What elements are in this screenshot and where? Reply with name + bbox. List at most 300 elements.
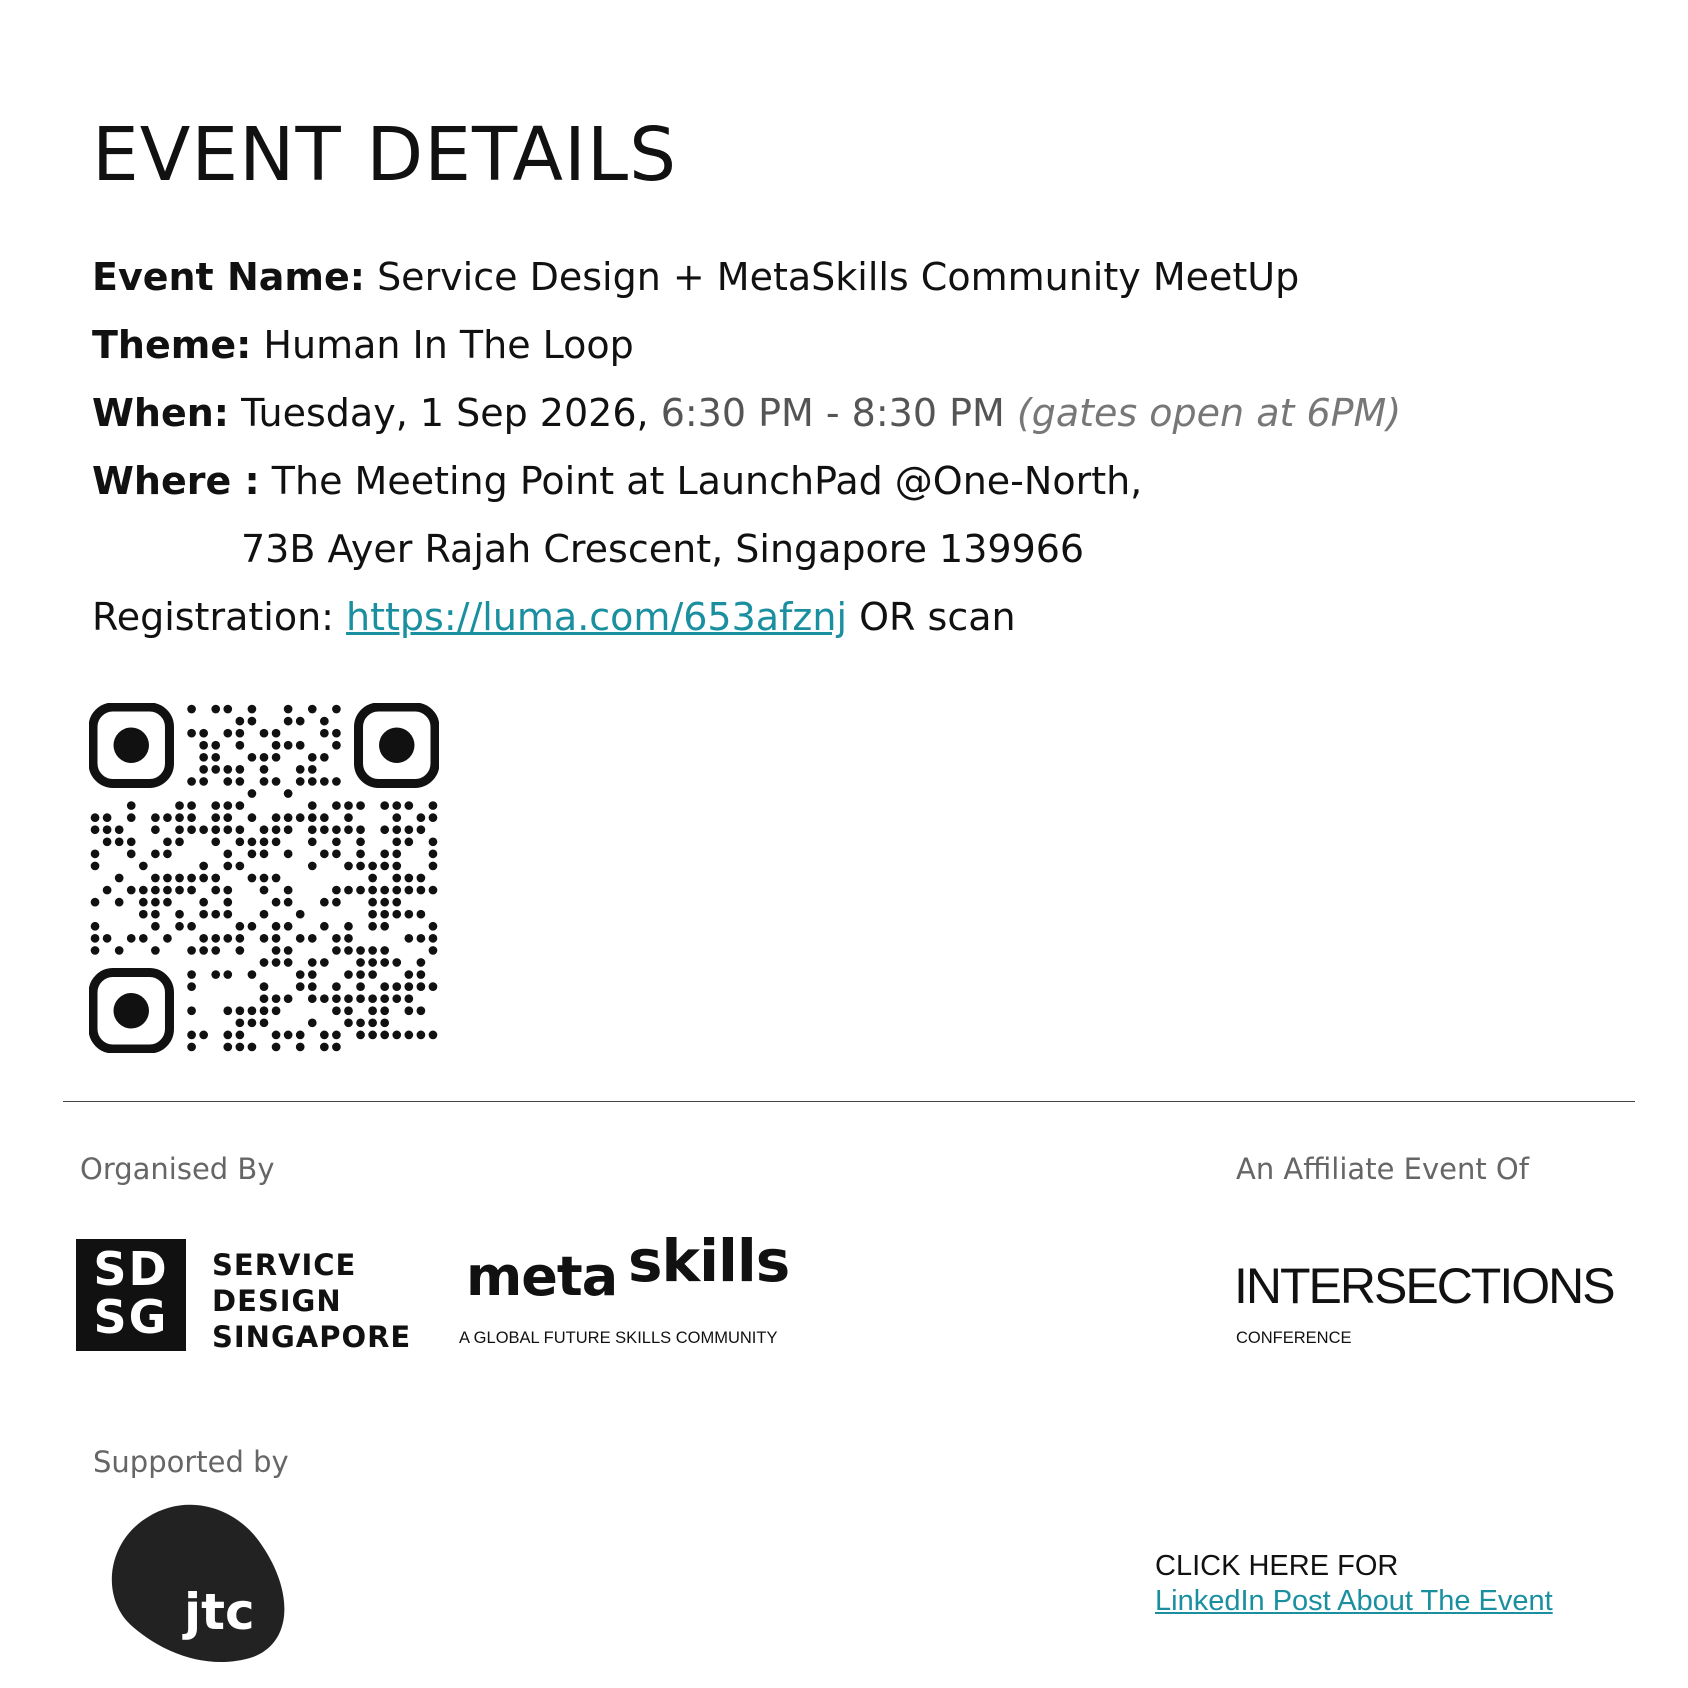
qr-dot (223, 934, 232, 943)
theme-value: Human In The Loop (263, 323, 634, 367)
qr-dot (115, 825, 124, 834)
qr-dot (320, 1031, 329, 1040)
qr-dot (199, 825, 208, 834)
qr-dot (429, 886, 438, 895)
qr-dot (404, 970, 413, 979)
qr-dot (380, 994, 389, 1003)
qr-dot (91, 813, 100, 822)
qr-dot (392, 837, 401, 846)
qr-dot (187, 946, 196, 955)
where-line2: 73B Ayer Rajah Crescent, Singapore 139966 (241, 527, 1085, 571)
qr-dot (344, 813, 353, 822)
qr-dot (163, 813, 172, 822)
qr-dot (332, 801, 341, 810)
qr-dot (308, 825, 317, 834)
qr-dot (151, 850, 160, 859)
qr-dot (344, 1006, 353, 1015)
qr-dot (260, 765, 269, 774)
qr-dot (296, 982, 305, 991)
qr-dot (356, 801, 365, 810)
sdsg-logo-mark (76, 1239, 186, 1351)
qr-dot (163, 837, 172, 846)
qr-dot (417, 982, 426, 991)
qr-dot (368, 898, 377, 907)
qr-dot (260, 994, 269, 1003)
qr-finder-eye-1 (379, 728, 414, 763)
qr-dot (175, 910, 184, 919)
metaskills-logo-meta: meta (466, 1245, 618, 1308)
theme-row (92, 323, 634, 367)
qr-dot (308, 801, 317, 810)
qr-dot (356, 837, 365, 846)
qr-dot (284, 705, 293, 714)
qr-dot (223, 825, 232, 834)
qr-dot (429, 862, 438, 871)
qr-dot (284, 958, 293, 967)
qr-dot (260, 874, 269, 883)
qr-dot (332, 837, 341, 846)
qr-dot (392, 813, 401, 822)
qr-dot (223, 850, 232, 859)
qr-dot (236, 1018, 245, 1027)
qr-dot (404, 934, 413, 943)
qr-dot (429, 1031, 438, 1040)
qr-dot (91, 934, 100, 943)
qr-dot (260, 837, 269, 846)
qr-dot (223, 862, 232, 871)
qr-dot (127, 934, 136, 943)
qr-dot (356, 886, 365, 895)
qr-dot (199, 874, 208, 883)
qr-dot (417, 1031, 426, 1040)
qr-dot (175, 874, 184, 883)
qr-dot (356, 862, 365, 871)
qr-dot (248, 1043, 257, 1052)
qr-dot (356, 1031, 365, 1040)
qr-dot (332, 825, 341, 834)
qr-dot (380, 1018, 389, 1027)
qr-dot (272, 1043, 281, 1052)
qr-dot (211, 910, 220, 919)
qr-dot (344, 886, 353, 895)
qr-dot (368, 994, 377, 1003)
qr-dot (392, 886, 401, 895)
qr-dot (380, 898, 389, 907)
qr-dot (248, 717, 257, 726)
qr-dot (332, 729, 341, 738)
qr-dot (417, 1006, 426, 1015)
qr-dot (236, 946, 245, 955)
qr-dot (260, 958, 269, 967)
qr-dot (380, 801, 389, 810)
qr-dot (429, 801, 438, 810)
qr-dot (332, 1006, 341, 1015)
qr-dot (199, 898, 208, 907)
qr-dot (332, 705, 341, 714)
registration-link[interactable]: https://luma.com/653afznj (346, 595, 848, 639)
qr-dot (272, 825, 281, 834)
sdsg-letters-bottom: SG (93, 1290, 169, 1344)
qr-dot (380, 946, 389, 955)
where-label: Where : (92, 459, 260, 503)
metaskills-tagline: A GLOBAL FUTURE SKILLS COMMUNITY (459, 1329, 778, 1347)
qr-dot (211, 874, 220, 883)
when-note: (gates open at 6PM) (1016, 391, 1402, 435)
qr-dot (308, 765, 317, 774)
jtc-logo (88, 1487, 328, 1677)
qr-dot (139, 862, 148, 871)
qr-code-icon[interactable] (89, 703, 439, 1053)
qr-dot (260, 825, 269, 834)
qr-dot (163, 886, 172, 895)
qr-dot (151, 922, 160, 931)
qr-dot (199, 729, 208, 738)
qr-dot (392, 850, 401, 859)
qr-dot (211, 813, 220, 822)
qr-dot (308, 970, 317, 979)
qr-dot (223, 765, 232, 774)
qr-dot (211, 825, 220, 834)
qr-dot (272, 1031, 281, 1040)
qr-dot (187, 874, 196, 883)
qr-dot (272, 777, 281, 786)
qr-dot (127, 801, 136, 810)
qr-dot (272, 813, 281, 822)
qr-dot (320, 1043, 329, 1052)
qr-dot (248, 874, 257, 883)
qr-dot (151, 825, 160, 834)
qr-dot (392, 898, 401, 907)
qr-dot (272, 837, 281, 846)
qr-dot (236, 1043, 245, 1052)
qr-dot (320, 994, 329, 1003)
qr-finder-eye-0 (114, 728, 149, 763)
qr-dot (380, 862, 389, 871)
qr-dot (320, 813, 329, 822)
qr-dot (332, 1031, 341, 1040)
qr-dot (272, 994, 281, 1003)
qr-dot (392, 1031, 401, 1040)
qr-dot (272, 753, 281, 762)
qr-dot (332, 898, 341, 907)
qr-dot (296, 910, 305, 919)
qr-dot (344, 1018, 353, 1027)
qr-dot (284, 850, 293, 859)
qr-dot (308, 813, 317, 822)
qr-dot (272, 922, 281, 931)
qr-dot (151, 813, 160, 822)
qr-dot (392, 874, 401, 883)
qr-dot (368, 874, 377, 883)
qr-dot (248, 970, 257, 979)
intersections-tagline: CONFERENCE (1236, 1329, 1352, 1347)
qr-dot (248, 753, 257, 762)
qr-dot (236, 765, 245, 774)
qr-dot (248, 813, 257, 822)
qr-dot (320, 717, 329, 726)
registration-label: Registration: (92, 595, 334, 639)
qr-dot (296, 934, 305, 943)
qr-dot (103, 886, 112, 895)
qr-dot (223, 1031, 232, 1040)
qr-dot (380, 982, 389, 991)
qr-dot (272, 741, 281, 750)
qr-dot (260, 1006, 269, 1015)
qr-dot (332, 994, 341, 1003)
qr-dot (151, 898, 160, 907)
qr-dot (223, 813, 232, 822)
qr-dot (344, 825, 353, 834)
qr-dot (248, 850, 257, 859)
qr-dot (223, 729, 232, 738)
qr-dot (404, 825, 413, 834)
qr-dot (187, 705, 196, 714)
qr-dot (368, 970, 377, 979)
qr-dot (368, 862, 377, 871)
qr-dot (308, 837, 317, 846)
qr-dot (199, 910, 208, 919)
qr-dot (236, 837, 245, 846)
qr-dot (417, 934, 426, 943)
qr-dot (344, 922, 353, 931)
qr-dot (404, 837, 413, 846)
qr-dot (175, 922, 184, 931)
qr-dot (139, 886, 148, 895)
qr-dot (163, 898, 172, 907)
qr-dot (260, 753, 269, 762)
qr-dot (199, 946, 208, 955)
qr-dot (429, 850, 438, 859)
qr-dot (115, 837, 124, 846)
qr-dot (308, 777, 317, 786)
where-line1: The Meeting Point at LaunchPad @One-North, (271, 459, 1143, 503)
qr-dot (296, 777, 305, 786)
qr-dot (272, 934, 281, 943)
qr-dot (103, 934, 112, 943)
qr-dot (103, 825, 112, 834)
qr-dot (103, 837, 112, 846)
qr-dot (139, 910, 148, 919)
qr-dot (103, 813, 112, 822)
qr-dot (260, 850, 269, 859)
qr-dot (332, 777, 341, 786)
qr-dot (236, 862, 245, 871)
qr-dot (392, 958, 401, 967)
qr-dot (368, 1018, 377, 1027)
qr-dot (199, 934, 208, 943)
when-time: 6:30 PM - 8:30 PM (660, 391, 1005, 435)
qr-dot (332, 982, 341, 991)
qr-dot (260, 982, 269, 991)
qr-dot (429, 922, 438, 931)
qr-dot (429, 813, 438, 822)
qr-dot (320, 729, 329, 738)
qr-dot (236, 741, 245, 750)
event-name-value: Service Design + MetaSkills Community MeetUp (377, 255, 1300, 299)
qr-dot (91, 825, 100, 834)
sdsg-letters-top: SD (93, 1242, 169, 1296)
qr-dot (211, 970, 220, 979)
qr-dot (392, 982, 401, 991)
qr-dot (344, 801, 353, 810)
qr-dot (368, 910, 377, 919)
qr-dot (139, 898, 148, 907)
qr-dot (272, 1006, 281, 1015)
qr-dot (187, 982, 196, 991)
event-name-label: Event Name: (92, 255, 365, 299)
qr-dot (404, 910, 413, 919)
qr-dot (308, 958, 317, 967)
qr-dot (404, 801, 413, 810)
qr-dot (223, 910, 232, 919)
metaskills-logo-skills: skills (628, 1227, 790, 1295)
qr-dot (417, 910, 426, 919)
qr-dot (308, 862, 317, 871)
qr-dot (115, 898, 124, 907)
qr-dot (187, 729, 196, 738)
qr-dot (236, 777, 245, 786)
qr-dot (187, 886, 196, 895)
qr-dot (344, 862, 353, 871)
qr-dot (175, 837, 184, 846)
qr-dot (284, 994, 293, 1003)
qr-dot (91, 850, 100, 859)
qr-dot (332, 946, 341, 955)
qr-dot (417, 874, 426, 883)
qr-dot (296, 717, 305, 726)
qr-dot (248, 1006, 257, 1015)
where-row (92, 459, 1143, 503)
qr-dot (211, 946, 220, 955)
qr-dot (344, 994, 353, 1003)
affiliate-caption: An Affiliate Event Of (1236, 1152, 1529, 1186)
qr-dot (284, 825, 293, 834)
linkedin-post-link[interactable]: LinkedIn Post About The Event (1155, 1585, 1553, 1617)
qr-dot (284, 1031, 293, 1040)
qr-dot (356, 946, 365, 955)
qr-dot (248, 705, 257, 714)
qr-dot (260, 777, 269, 786)
qr-dot (127, 813, 136, 822)
qr-dot (236, 1006, 245, 1015)
qr-dot (417, 958, 426, 967)
qr-dot (344, 970, 353, 979)
qr-dot (91, 946, 100, 955)
qr-dot (211, 753, 220, 762)
when-label: When: (92, 391, 229, 435)
qr-dot (356, 850, 365, 859)
qr-dot (392, 994, 401, 1003)
qr-dot (272, 729, 281, 738)
qr-dot (223, 970, 232, 979)
qr-dot (332, 850, 341, 859)
qr-dot (344, 934, 353, 943)
qr-dot (356, 982, 365, 991)
qr-dot (187, 825, 196, 834)
qr-dot (368, 946, 377, 955)
qr-dot (163, 874, 172, 883)
qr-dot (284, 813, 293, 822)
qr-dot (236, 934, 245, 943)
qr-dot (356, 1018, 365, 1027)
qr-dot (332, 934, 341, 943)
qr-dot (260, 934, 269, 943)
qr-dot (284, 789, 293, 798)
qr-dot (296, 765, 305, 774)
qr-dot (115, 874, 124, 883)
qr-dot (199, 1031, 208, 1040)
qr-dot (320, 777, 329, 786)
qr-dot (163, 934, 172, 943)
qr-dot (429, 837, 438, 846)
qr-dot (151, 946, 160, 955)
registration-row (92, 595, 1016, 639)
qr-dot (356, 994, 365, 1003)
qr-dot (211, 765, 220, 774)
qr-dot (211, 837, 220, 846)
qr-dot (380, 1031, 389, 1040)
qr-dot (392, 801, 401, 810)
sdsg-line-1: SERVICE (212, 1248, 357, 1282)
qr-dot (320, 898, 329, 907)
qr-dot (296, 1031, 305, 1040)
qr-dot (296, 1043, 305, 1052)
qr-dot (296, 741, 305, 750)
qr-dot (380, 886, 389, 895)
qr-dot (380, 922, 389, 931)
qr-dot (332, 886, 341, 895)
qr-dot (272, 874, 281, 883)
qr-dot (175, 801, 184, 810)
qr-dot (187, 1006, 196, 1015)
qr-dot (392, 825, 401, 834)
qr-dot (320, 850, 329, 859)
qr-dot (211, 705, 220, 714)
when-date: Tuesday, 1 Sep 2026, (241, 391, 649, 435)
qr-dot (308, 1018, 317, 1027)
qr-dot (127, 886, 136, 895)
qr-dot (236, 729, 245, 738)
qr-dot (236, 825, 245, 834)
qr-dot (223, 1006, 232, 1015)
qr-dot (127, 850, 136, 859)
qr-dot (139, 934, 148, 943)
sdsg-logo-text (212, 1247, 411, 1355)
qr-dot (236, 1031, 245, 1040)
qr-dot (175, 886, 184, 895)
qr-dot (272, 898, 281, 907)
qr-dot (368, 886, 377, 895)
qr-dot (284, 741, 293, 750)
qr-dot (368, 922, 377, 931)
qr-dot (211, 801, 220, 810)
qr-dot (320, 753, 329, 762)
qr-dot (211, 741, 220, 750)
sdsg-line-3: SINGAPORE (212, 1320, 412, 1354)
qr-dot (199, 753, 208, 762)
qr-dot (368, 1006, 377, 1015)
event-name-row (92, 255, 1300, 299)
qr-dot (404, 994, 413, 1003)
qr-dot (211, 934, 220, 943)
qr-dot (356, 958, 365, 967)
qr-dot (248, 789, 257, 798)
qr-dot (308, 705, 317, 714)
qr-dot (332, 741, 341, 750)
qr-dot (284, 946, 293, 955)
qr-dot (187, 1043, 196, 1052)
qr-dot (320, 958, 329, 967)
